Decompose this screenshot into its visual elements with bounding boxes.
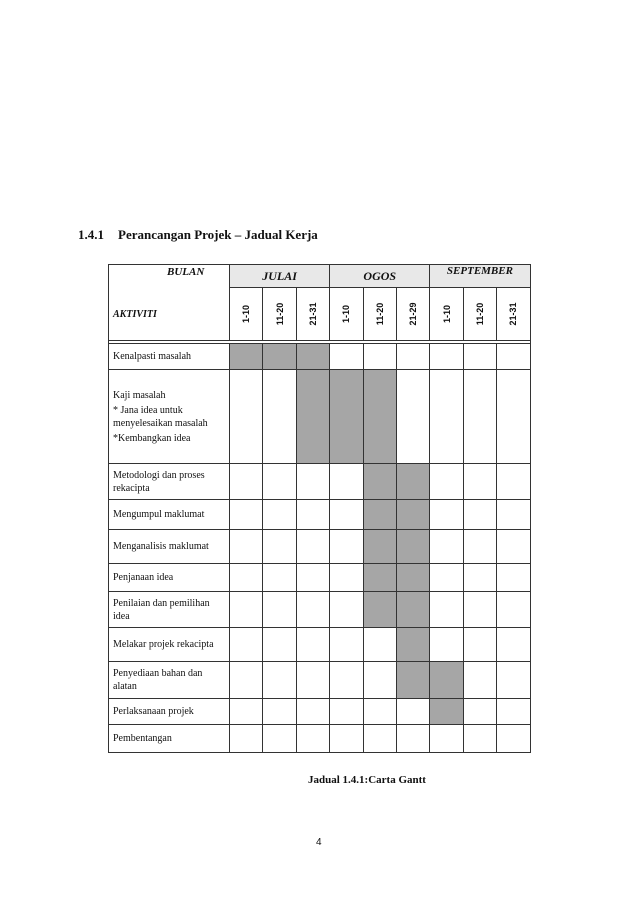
gantt-empty-cell	[430, 464, 463, 500]
gantt-empty-cell	[263, 564, 296, 592]
gantt-empty-cell	[263, 628, 296, 662]
gantt-empty-cell	[296, 699, 329, 725]
gantt-empty-cell	[430, 530, 463, 564]
gantt-empty-cell	[497, 500, 530, 530]
gantt-empty-cell	[230, 564, 263, 592]
activity-row	[109, 592, 531, 628]
period-label: 11-20	[374, 302, 385, 326]
gantt-empty-cell	[230, 500, 263, 530]
gantt-empty-cell	[330, 464, 363, 500]
gantt-empty-cell	[497, 662, 530, 699]
gantt-empty-cell	[263, 662, 296, 699]
section-title: Perancangan Projek – Jadual Kerja	[118, 227, 318, 242]
period-label: 21-29	[408, 302, 419, 326]
page-number: 4	[316, 837, 322, 848]
activity-row	[109, 699, 531, 725]
period-label: 1-10	[241, 305, 252, 324]
gantt-empty-cell	[296, 662, 329, 699]
gantt-empty-cell	[230, 628, 263, 662]
gantt-empty-cell	[396, 370, 429, 464]
activity-name-cell	[109, 662, 230, 699]
gantt-empty-cell	[330, 344, 363, 370]
gantt-empty-cell	[363, 628, 396, 662]
gantt-empty-cell	[497, 725, 530, 753]
month-header-ogos: OGOS	[330, 265, 430, 288]
gantt-empty-cell	[463, 725, 496, 753]
gantt-empty-cell	[296, 530, 329, 564]
gantt-empty-cell	[263, 500, 296, 530]
gantt-bar-cell	[396, 592, 429, 628]
gantt-empty-cell	[296, 500, 329, 530]
gantt-empty-cell	[296, 628, 329, 662]
period-label: 1-10	[441, 305, 452, 324]
gantt-empty-cell	[296, 725, 329, 753]
gantt-empty-cell	[263, 725, 296, 753]
gantt-empty-cell	[497, 344, 530, 370]
period-header	[497, 288, 530, 341]
section-number: 1.4.1	[78, 227, 104, 242]
period-header	[296, 288, 329, 341]
month-header-julai: JULAI	[230, 265, 330, 288]
activity-text: Penilaian dan pemilihan idea	[113, 597, 210, 622]
gantt-empty-cell	[430, 592, 463, 628]
gantt-empty-cell	[330, 500, 363, 530]
gantt-empty-cell	[430, 725, 463, 753]
gantt-empty-cell	[430, 628, 463, 662]
activity-name-cell	[109, 500, 230, 530]
activity-text: Penyediaan bahan dan alatan	[113, 668, 203, 692]
activity-row	[109, 628, 531, 662]
gantt-empty-cell	[430, 370, 463, 464]
gantt-empty-cell	[463, 628, 496, 662]
activity-text: Penjanaan idea	[113, 572, 174, 583]
gantt-empty-cell	[330, 725, 363, 753]
gantt-empty-cell	[330, 564, 363, 592]
activity-name-cell	[109, 464, 230, 500]
gantt-empty-cell	[463, 370, 496, 464]
header-corner-cell	[109, 265, 230, 341]
activity-name-cell	[109, 564, 230, 592]
gantt-bar-cell	[296, 344, 329, 370]
gantt-empty-cell	[330, 592, 363, 628]
gantt-empty-cell	[430, 344, 463, 370]
gantt-bar-cell	[396, 662, 429, 699]
gantt-bar-cell	[396, 500, 429, 530]
gantt-empty-cell	[230, 464, 263, 500]
gantt-empty-cell	[497, 699, 530, 725]
gantt-bar-cell	[296, 370, 329, 464]
gantt-empty-cell	[230, 530, 263, 564]
gantt-empty-cell	[463, 500, 496, 530]
month-header-september: SEPTEMBER	[430, 265, 530, 288]
gantt-empty-cell	[430, 564, 463, 592]
activity-text: Kenalpasti masalah	[113, 351, 192, 362]
period-header	[230, 288, 263, 341]
gantt-bar-cell	[363, 592, 396, 628]
gantt-bar-cell	[396, 564, 429, 592]
activity-row	[109, 564, 531, 592]
activity-text: Metodologi dan proses rekacipta	[113, 469, 205, 494]
gantt-empty-cell	[463, 592, 496, 628]
gantt-empty-cell	[363, 344, 396, 370]
gantt-empty-cell	[230, 725, 263, 753]
gantt-empty-cell	[263, 370, 296, 464]
gantt-empty-cell	[497, 564, 530, 592]
activity-name-cell	[109, 344, 230, 370]
activity-name-cell	[109, 592, 230, 628]
period-header	[330, 288, 363, 341]
gantt-empty-cell	[463, 662, 496, 699]
gantt-empty-cell	[497, 628, 530, 662]
gantt-empty-cell	[463, 530, 496, 564]
gantt-bar-cell	[363, 564, 396, 592]
bulan-label: BULAN	[167, 266, 205, 278]
period-header	[396, 288, 429, 341]
gantt-empty-cell	[463, 464, 496, 500]
gantt-empty-cell	[363, 662, 396, 699]
gantt-bar-cell	[363, 530, 396, 564]
activity-name-cell	[109, 530, 230, 564]
gantt-bar-cell	[430, 662, 463, 699]
gantt-bar-cell	[396, 530, 429, 564]
gantt-empty-cell	[263, 592, 296, 628]
activity-row	[109, 344, 531, 370]
gantt-empty-cell	[296, 592, 329, 628]
activity-row	[109, 725, 531, 753]
activity-text: Pembentangan	[113, 733, 172, 744]
period-label: 1-10	[341, 305, 352, 324]
activity-text: Menganalisis maklumat	[113, 541, 209, 552]
activity-row	[109, 662, 531, 699]
gantt-empty-cell	[230, 370, 263, 464]
gantt-empty-cell	[497, 592, 530, 628]
gantt-bar-cell	[263, 344, 296, 370]
gantt-empty-cell	[296, 564, 329, 592]
gantt-empty-cell	[263, 530, 296, 564]
gantt-empty-cell	[330, 699, 363, 725]
activity-name-cell	[109, 628, 230, 662]
gantt-bar-cell	[363, 500, 396, 530]
activity-text: Melakar projek rekacipta	[113, 639, 214, 650]
gantt-empty-cell	[330, 662, 363, 699]
gantt-empty-cell	[263, 699, 296, 725]
section-heading	[78, 227, 318, 243]
activity-name-cell	[109, 725, 230, 753]
gantt-empty-cell	[463, 564, 496, 592]
gantt-empty-cell	[396, 699, 429, 725]
period-label: 11-20	[474, 302, 485, 326]
period-header	[463, 288, 496, 341]
gantt-bar-cell	[396, 464, 429, 500]
gantt-bar-cell	[396, 628, 429, 662]
gantt-empty-cell	[230, 592, 263, 628]
activity-text: Kaji masalah	[113, 389, 166, 401]
activity-text: *Kembangkan idea	[113, 432, 191, 444]
gantt-empty-cell	[497, 530, 530, 564]
activity-text: * Jana idea untuk menyelesaikan masalah	[113, 404, 208, 429]
gantt-empty-cell	[363, 699, 396, 725]
gantt-empty-cell	[497, 464, 530, 500]
period-label: 21-31	[508, 302, 519, 326]
gantt-empty-cell	[230, 699, 263, 725]
activity-row	[109, 464, 531, 500]
gantt-chart-table	[108, 264, 531, 753]
activity-text: Mengumpul maklumat	[113, 509, 205, 520]
activity-name-cell	[109, 699, 230, 725]
activity-row	[109, 530, 531, 564]
gantt-empty-cell	[463, 344, 496, 370]
gantt-empty-cell	[430, 500, 463, 530]
gantt-empty-cell	[330, 530, 363, 564]
table-caption: Jadual 1.4.1:Carta Gantt	[308, 774, 426, 786]
activity-row	[109, 370, 531, 464]
gantt-empty-cell	[230, 662, 263, 699]
period-header	[430, 288, 463, 341]
gantt-empty-cell	[497, 370, 530, 464]
gantt-bar-cell	[330, 370, 363, 464]
period-label: 11-20	[274, 302, 285, 326]
period-header	[263, 288, 296, 341]
gantt-bar-cell	[363, 464, 396, 500]
gantt-bar-cell	[363, 370, 396, 464]
gantt-empty-cell	[396, 344, 429, 370]
period-label: 21-31	[307, 302, 318, 326]
activity-text: Perlaksanaan projek	[113, 706, 194, 717]
gantt-bar-cell	[430, 699, 463, 725]
aktiviti-label: AKTIVITI	[113, 309, 157, 320]
gantt-empty-cell	[330, 628, 363, 662]
activity-name-cell	[109, 370, 230, 464]
activity-row	[109, 500, 531, 530]
gantt-bar-cell	[230, 344, 263, 370]
gantt-empty-cell	[463, 699, 496, 725]
period-header	[363, 288, 396, 341]
gantt-empty-cell	[363, 725, 396, 753]
gantt-empty-cell	[263, 464, 296, 500]
gantt-empty-cell	[296, 464, 329, 500]
gantt-empty-cell	[396, 725, 429, 753]
